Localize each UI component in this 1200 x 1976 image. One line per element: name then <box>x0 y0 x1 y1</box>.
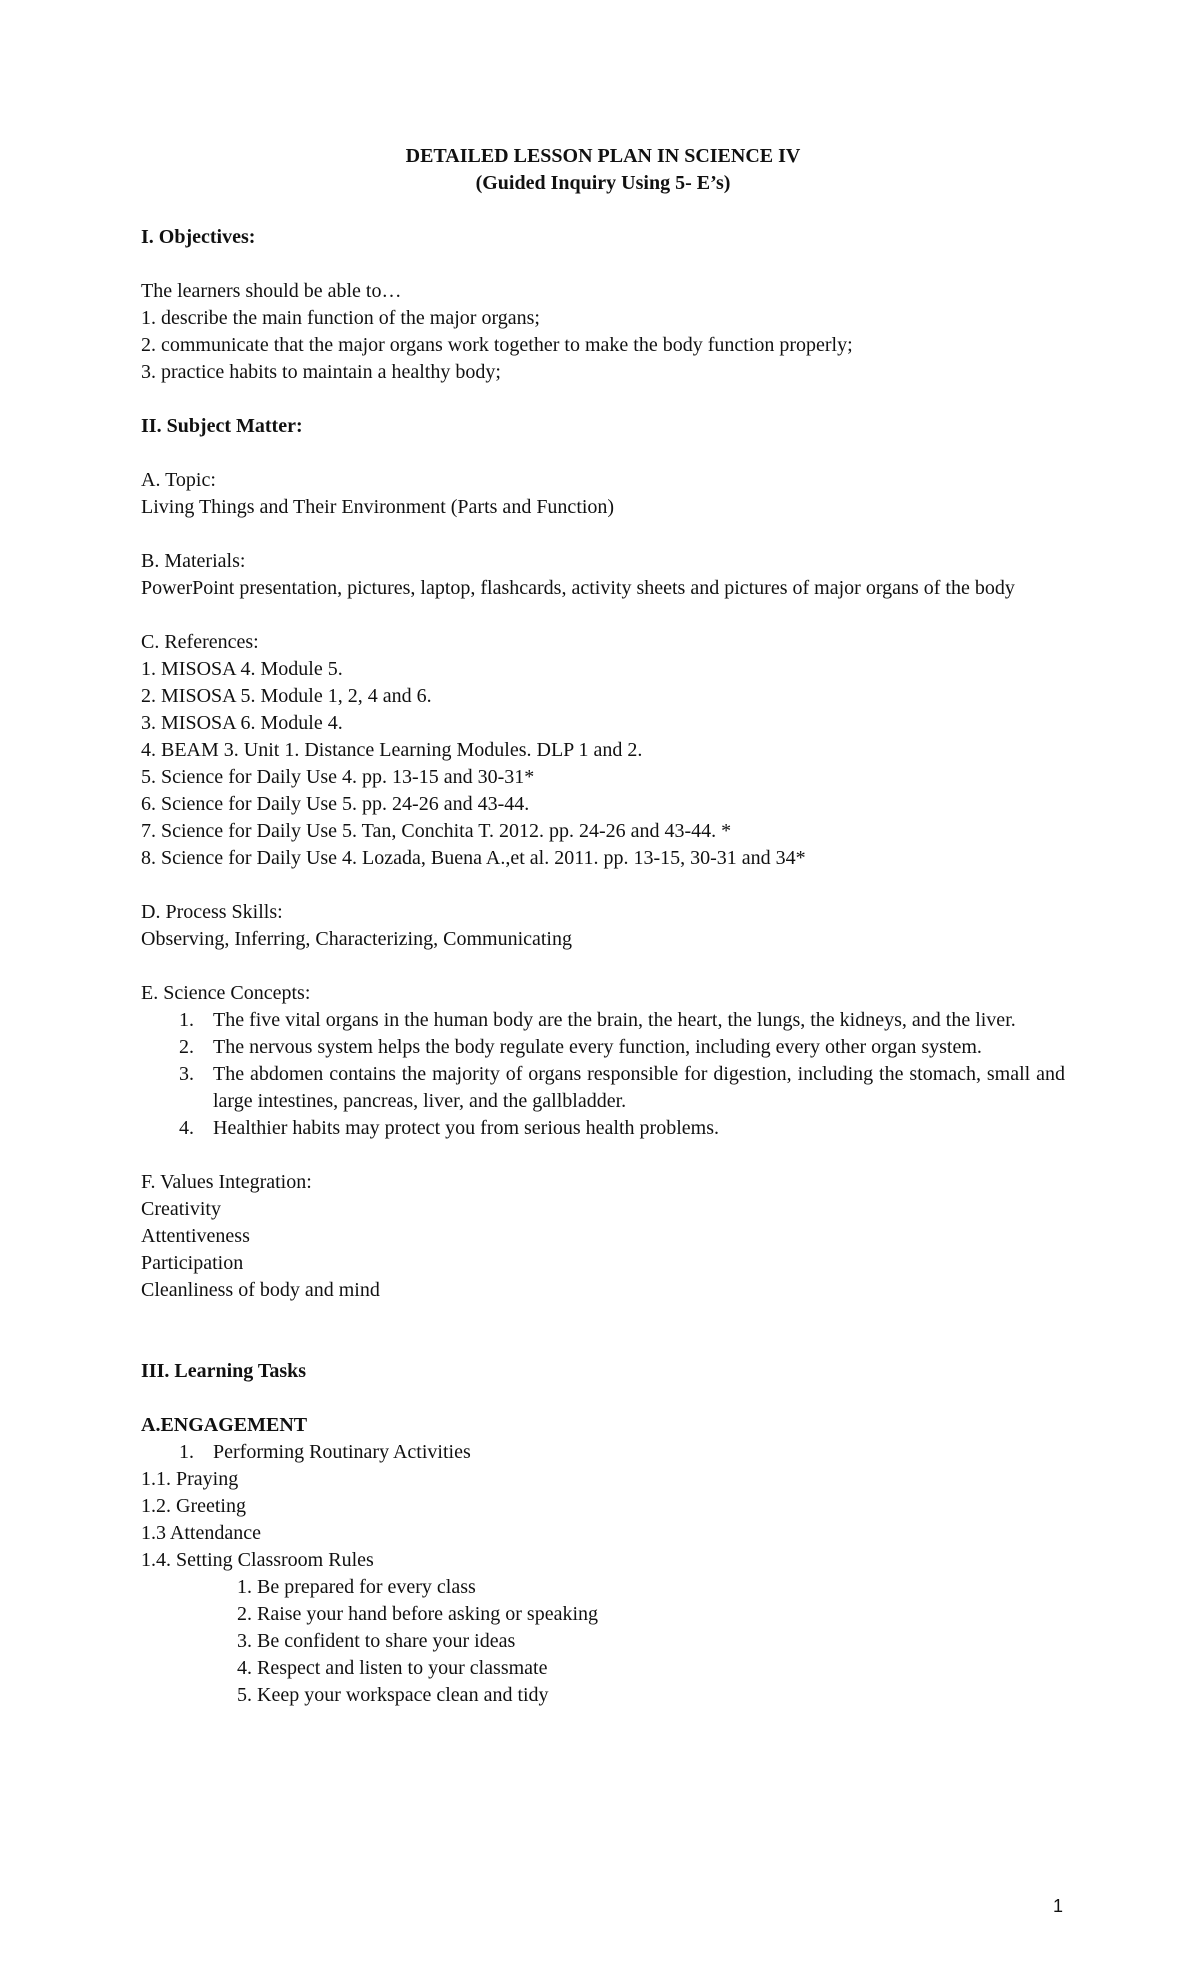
routine-sub-item: 1.4. Setting Classroom Rules <box>141 1549 374 1571</box>
reference-item: 8. Science for Daily Use 4. Lozada, Buena A.,et al. 2011. pp. 13-15, 30-31 and 34* <box>141 847 806 869</box>
value-item: Participation <box>141 1252 244 1274</box>
process-skills-text: Observing, Inferring, Characterizing, Communicating <box>141 928 572 950</box>
classroom-rule: 1. Be prepared for every class <box>237 1576 476 1598</box>
concept-number: 2. <box>179 1036 194 1058</box>
concept-item <box>141 1061 1065 1115</box>
reference-item: 5. Science for Daily Use 4. pp. 13-15 and 30-31* <box>141 766 535 788</box>
document-subtitle: (Guided Inquiry Using 5- E’s) <box>475 172 731 194</box>
topic-text: Living Things and Their Environment (Parts and Function) <box>141 496 615 518</box>
materials-label: B. Materials: <box>141 550 246 572</box>
routine-number: 1. <box>179 1441 194 1463</box>
concept-item <box>141 1034 1065 1061</box>
concept-text: The five vital organs in the human body are the brain, the heart, the lungs, the kidneys, and the liver. <box>213 1009 1016 1031</box>
routine-sub-item: 1.3 Attendance <box>141 1522 261 1544</box>
values-label: F. Values Integration: <box>141 1171 312 1193</box>
concept-text: The abdomen contains the majority of organs responsible for digestion, including the stomach, small and large intestines, pancreas, liver, and the gallbladder. <box>213 1063 1065 1112</box>
process-skills-label: D. Process Skills: <box>141 901 283 923</box>
topic-label: A. Topic: <box>141 469 216 491</box>
objective-item: 3. practice habits to maintain a healthy body; <box>141 361 501 383</box>
objectives-intro: The learners should be able to… <box>141 280 402 302</box>
concept-item <box>141 1007 1065 1034</box>
materials-text: PowerPoint presentation, pictures, laptop, flashcards, activity sheets and pictures of major organs of the body <box>141 577 1015 599</box>
concept-number: 1. <box>179 1009 194 1031</box>
value-item: Cleanliness of body and mind <box>141 1279 380 1301</box>
routine-sub-item: 1.1. Praying <box>141 1468 239 1490</box>
science-concepts-label: E. Science Concepts: <box>141 982 311 1004</box>
classroom-rule: 5. Keep your workspace clean and tidy <box>237 1684 549 1706</box>
reference-item: 7. Science for Daily Use 5. Tan, Conchita T. 2012. pp. 24-26 and 43-44. * <box>141 820 732 842</box>
value-item: Attentiveness <box>141 1225 250 1247</box>
objectives-heading: I. Objectives: <box>141 226 256 248</box>
routine-activities <box>141 1439 1065 1466</box>
classroom-rule: 2. Raise your hand before asking or speaking <box>237 1603 599 1625</box>
reference-item: 3. MISOSA 6. Module 4. <box>141 712 343 734</box>
value-item: Creativity <box>141 1198 221 1220</box>
concept-number: 3. <box>179 1063 194 1085</box>
reference-item: 6. Science for Daily Use 5. pp. 24-26 and 43-44. <box>141 793 530 815</box>
reference-item: 1. MISOSA 4. Module 5. <box>141 658 343 680</box>
page-number: 1 <box>1052 1896 1063 1916</box>
routine-sub-item: 1.2. Greeting <box>141 1495 246 1517</box>
classroom-rule: 4. Respect and listen to your classmate <box>237 1657 548 1679</box>
classroom-rule: 3. Be confident to share your ideas <box>237 1630 516 1652</box>
routine-label: Performing Routinary Activities <box>213 1441 471 1463</box>
concept-item <box>141 1115 1065 1142</box>
subject-matter-heading: II. Subject Matter: <box>141 415 303 437</box>
document-title: DETAILED LESSON PLAN IN SCIENCE IV <box>405 145 801 167</box>
engagement-heading: A.ENGAGEMENT <box>141 1414 308 1436</box>
learning-tasks-heading: III. Learning Tasks <box>141 1360 307 1382</box>
objective-item: 1. describe the main function of the major organs; <box>141 307 540 329</box>
objective-item: 2. communicate that the major organs work together to make the body function properly; <box>141 334 853 356</box>
concept-text: The nervous system helps the body regulate every function, including every other organ system. <box>213 1036 982 1058</box>
reference-item: 2. MISOSA 5. Module 1, 2, 4 and 6. <box>141 685 432 707</box>
references-label: C. References: <box>141 631 259 653</box>
concept-number: 4. <box>179 1117 194 1139</box>
concept-text: Healthier habits may protect you from serious health problems. <box>213 1117 719 1139</box>
science-concepts-list <box>141 1007 1065 1142</box>
reference-item: 4. BEAM 3. Unit 1. Distance Learning Modules. DLP 1 and 2. <box>141 739 643 761</box>
lesson-plan-body <box>141 143 1065 1709</box>
